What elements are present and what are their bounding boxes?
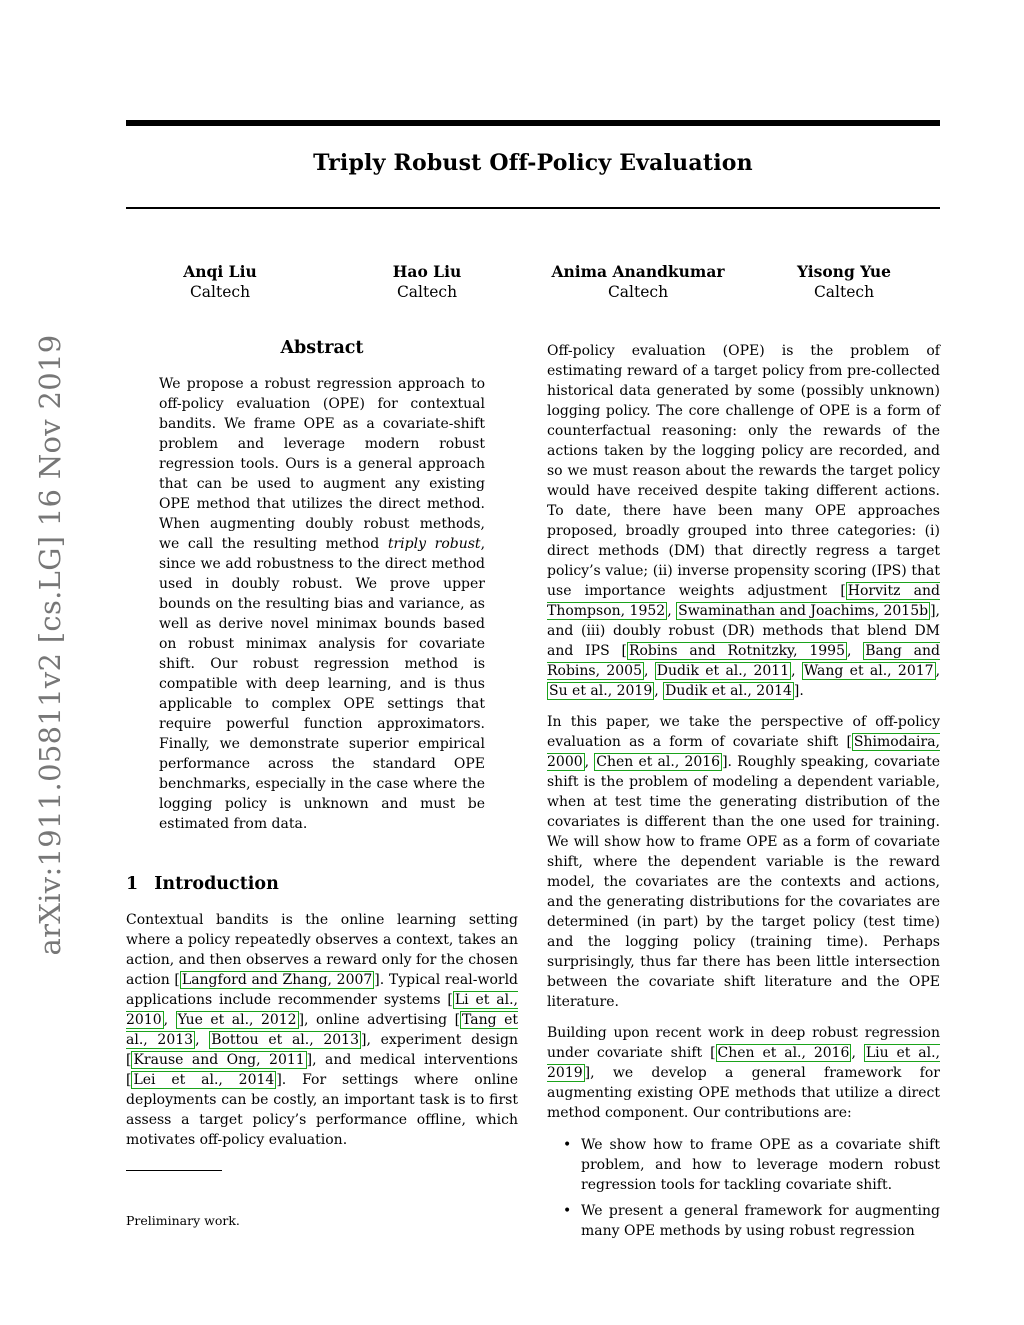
body-text: . For settings where online deployments can be costly, an important task is to first assess a target policy’s performance offline, which motivates off-policy evaluation. <box>126 1072 518 1148</box>
citation-link[interactable]: Li et al., 2010 <box>126 992 519 1028</box>
body-text: , <box>851 1045 864 1061</box>
body-text: Off-policy evaluation (OPE) is the problem of estimating reward of a target policy from pre-collected historical data generated by some (possibly unknown) logging policy. The core challenge of OPE is a form of counterfactual reasoning: only the rewards of the actions taken by the logging policy are recorded, and so we must reason about the rewards the target policy would have received despite taking different actions. To date, there have been many OPE approaches proposed, broadly grouped into three categories: (i) direct methods (DM) that directly regress a target policy’s value; (ii) inverse propensity scoring (IPS) that use importance weights adjustment <box>547 343 940 599</box>
body-text: . Roughly speaking, covariate shift is the problem of modeling a dependent variable, when at test time the generating distribution of the covariates is different than the one used for training. We will show how to frame OPE as a form of covariate shift, where the dependent variable is the reward model, the covariates are the contexts and actions, and the generating distributions for the covariates are determined (in part) by the target policy (test time) and the logging policy (training time). Perhaps surprisingly, thus far there has been little intersection between the covariate shift literature and the OPE literature. <box>547 754 940 1010</box>
citation-link[interactable]: Horvitz and Thompson, 1952 <box>547 583 941 619</box>
body-text: Building upon recent work in deep robust regression under covariate shift <box>547 1025 940 1061</box>
body-text: In this paper, we take the perspective of off-policy evaluation as a form of covariate shift <box>547 714 940 750</box>
arxiv-identifier: arXiv:1911.05811v2 [cs.LG] 16 Nov 2019 <box>33 334 67 956</box>
body-text: , <box>791 663 802 679</box>
body-text: , <box>644 663 655 679</box>
bullet-icon: • <box>563 1137 572 1153</box>
abstract-body <box>159 374 485 834</box>
body-text: , online advertising <box>304 1012 455 1028</box>
body-paragraph: Building upon recent work in deep robust regression under covariate shift [ Chen et al., 2016 , Liu et al., 2019 ], we develop a general framework for augmenting existing OPE methods that utilize a direct method component. Our contributions are: <box>547 1025 941 1121</box>
author <box>734 262 954 301</box>
author-affiliation: Caltech <box>607 283 669 301</box>
section-number: 1 <box>126 874 139 894</box>
list-item <box>547 1135 940 1195</box>
citation-link[interactable]: Su et al., 2019 <box>549 683 653 699</box>
body-paragraph: Off-policy evaluation (OPE) is the problem of estimating reward of a target policy from pre-collected historical data generated by some (possibly unknown) logging policy. The core challenge of OPE is a form of counterfactual reasoning: only the rewards of the actions taken by the logging policy are recorded, and so we must reason about the rewards the target policy would have received despite taking different actions. To date, there have been many OPE approaches proposed, broadly grouped into three categories: (i) direct methods (DM) that directly regress a target policy’s value; (ii) inverse propensity scoring (IPS) that use importance weights adjustment [ Horvitz and Thompson, 1952 , Swaminathan and Joachims, 2015b ], and (iii) doubly robust (DR) methods that blend DM and IPS [ Robins and Rotnitzky, 1995 , Bang and Robins, 2005 , Dudik et al., 2011 , Wang et al., 2017 , Su et al., 2019 , Dudik et al., 2014 ]. <box>547 343 941 699</box>
body-text: , we develop a general framework for augmenting existing OPE methods that utilize a direct method component. Our contributions are: <box>547 1065 940 1121</box>
citation-link[interactable]: Swaminathan and Joachims, 2015b <box>678 603 929 619</box>
section-heading <box>126 874 518 894</box>
body-text: , <box>935 663 941 679</box>
footnote-rule <box>126 1170 222 1171</box>
body-text: , <box>667 603 677 619</box>
left-column <box>126 338 518 1171</box>
body-text: . <box>799 683 804 699</box>
arxiv-stamp <box>20 334 80 956</box>
citation-link[interactable]: Wang et al., 2017 <box>803 663 934 679</box>
author <box>317 262 537 301</box>
body-text: , <box>584 754 595 770</box>
body-text: , experiment design <box>366 1032 519 1048</box>
citation-link[interactable]: Tang et al., 2013 <box>126 1012 518 1048</box>
body-text: , <box>163 1012 176 1028</box>
abstract-text: , since we add robustness to the direct method used in doubly robust. We prove upper bounds on the resulting bias and variance, as well as derive novel minimax bounds based on robust minimax analysis for covariate shift. Our robust regression method is compatible with deep learning, and is thus applicable to complex OPE settings that require powerful function approximators. Finally, we demonstrate superior empirical performance across the standard OPE benchmarks, especially in the case where the logging policy is unknown and must be estimated from data. <box>159 536 486 832</box>
citation-link[interactable]: Krause and Ong, 2011 <box>133 1052 305 1068</box>
author-name: Anqi Liu <box>183 262 257 281</box>
citation-link[interactable]: Shimodaira, 2000 <box>547 734 940 770</box>
body-paragraph: In this paper, we take the perspective of off-policy evaluation as a form of covariate shift [ Shimodaira, 2000 , Chen et al., 2016 ]. Roughly speaking, covariate shift is the problem of modeling a dependent variable, when at test time the generating distribution of the covariates is different than the one used for training. We will show how to frame OPE as a form of covariate shift, where the dependent variable is the reward model, the covariates are the contexts and actions, and the generating distributions for the covariates are determined (in part) by the target policy (test time) and the logging policy (training time). Perhaps surprisingly, thus far there has been little intersection between the covariate shift literature and the OPE literature. <box>547 714 940 1010</box>
citation-link[interactable]: Lei et al., 2014 <box>133 1072 275 1088</box>
citation-link[interactable]: Langford and Zhang, 2007 <box>181 972 373 988</box>
contributions-list <box>547 1135 940 1241</box>
list-item-text: We show how to frame OPE as a covariate shift problem, and how to leverage modern robust regression tools for tackling covariate shift. <box>581 1137 940 1193</box>
author-block <box>126 262 940 312</box>
title-rule-top <box>126 120 940 126</box>
author-affiliation: Caltech <box>396 283 458 301</box>
abstract-heading: Abstract <box>280 338 364 358</box>
citation-link[interactable]: Dudik et al., 2014 <box>665 683 792 699</box>
abstract-emphasis: triply robust <box>387 536 481 552</box>
right-column <box>547 341 940 1247</box>
citation-link[interactable]: Dudik et al., 2011 <box>656 663 790 679</box>
body-text: , <box>846 643 864 659</box>
citation-link[interactable]: Liu et al., 2019 <box>547 1045 941 1081</box>
body-text: , <box>654 683 664 699</box>
bullet-icon: • <box>563 1203 572 1219</box>
list-item <box>547 1201 940 1241</box>
body-text: Contextual bandits is the online learning setting where a policy repeatedly observes a context, takes an action, and then observes a reward only for the chosen action <box>126 912 518 988</box>
citation-link[interactable]: Chen et al., 2016 <box>596 754 721 770</box>
citation-link[interactable]: Bang and Robins, 2005 <box>547 643 940 679</box>
author-name: Anima Anandkumar <box>551 262 725 281</box>
section-title: Introduction <box>154 874 279 894</box>
citation-link[interactable]: Bottou et al., 2013 <box>211 1032 359 1048</box>
body-text: , <box>195 1032 210 1048</box>
paper-title: Triply Robust Off-Policy Evaluation <box>313 150 753 176</box>
citation-link[interactable]: Robins and Rotnitzky, 1995 <box>628 643 845 659</box>
author <box>110 262 330 301</box>
author-name: Hao Liu <box>392 262 462 281</box>
body-text: , and (iii) doubly robust (DR) methods that blend DM and IPS <box>547 603 940 659</box>
footnote: Preliminary work. <box>126 1213 240 1228</box>
author <box>528 262 748 301</box>
body-text: . Typical real-world applications include recommender systems <box>126 972 519 1008</box>
list-item-text: We present a general framework for augmenting many OPE methods by using robust regression <box>581 1203 940 1239</box>
author-affiliation: Caltech <box>813 283 875 301</box>
author-name: Yisong Yue <box>796 262 892 281</box>
author-affiliation: Caltech <box>189 283 251 301</box>
title-rule-bottom <box>126 207 940 209</box>
abstract-text: We propose a robust regression approach to off-policy evaluation (OPE) for contextual bandits. We frame OPE as a covariate-shift problem and leverage modern robust regression tools. Ours is a general approach that can be used to augment any existing OPE method that utilizes the direct method. When augmenting doubly robust methods, we call the resulting method <box>159 376 485 552</box>
citation-link[interactable]: Yue et al., 2012 <box>177 1012 297 1028</box>
citation-link[interactable]: Chen et al., 2016 <box>717 1045 850 1061</box>
intro-paragraph: Contextual bandits is the online learning setting where a policy repeatedly observes a context, takes an action, and then observes a reward only for the chosen action [ Langford and Zhang, 2007 ]. Typical real-world applications include recommender systems [ Li et al., 2010 , Yue et al., 2012 ], online advertising [ Tang et al., 2013 , Bottou et al., 2013 ], experiment design [ Krause and Ong, 2011 ], and medical interventions [ Lei et al., 2014 ]. For settings where online deployments can be costly, an important task is to first assess a target policy’s performance offline, which motivates off-policy evaluation. <box>126 912 519 1148</box>
body-text: , and medical interventions <box>312 1052 518 1068</box>
